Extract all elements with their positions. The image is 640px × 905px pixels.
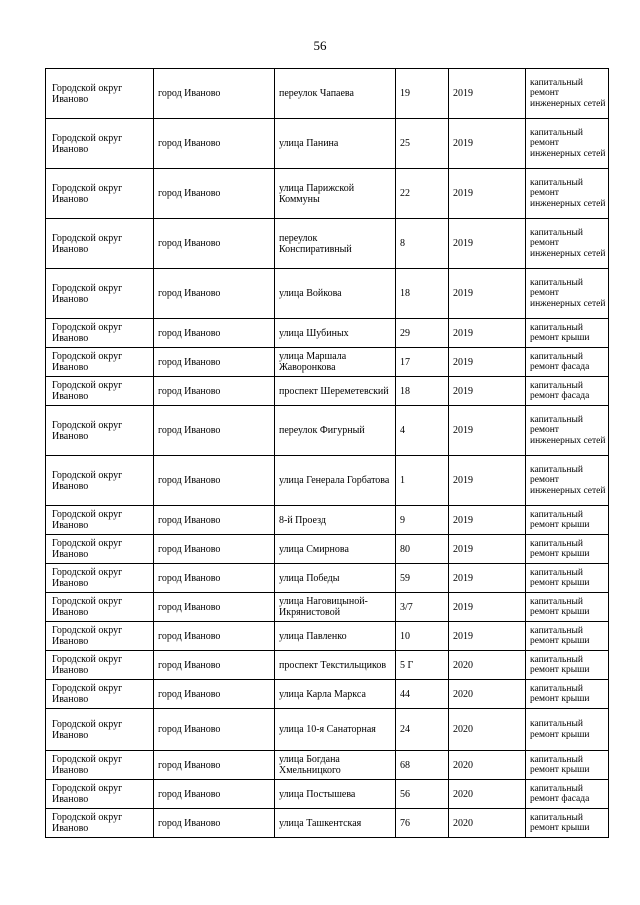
house-number-cell: 9 (396, 506, 449, 535)
work-type-cell: капитальный ремонт инженерных сетей (526, 69, 609, 119)
house-number-cell: 19 (396, 69, 449, 119)
street-cell: улица Маршала Жаворонкова (275, 348, 396, 377)
house-number-cell: 17 (396, 348, 449, 377)
municipality-cell: Городской округ Иваново (46, 219, 154, 269)
work-type-cell: капитальный ремонт крыши (526, 319, 609, 348)
table-row (46, 119, 609, 169)
work-type-cell: капитальный ремонт фасада (526, 348, 609, 377)
street-cell: улица Ташкентская (275, 809, 396, 838)
municipality-cell: Городской округ Иваново (46, 622, 154, 651)
municipality-cell: Городской округ Иваново (46, 809, 154, 838)
settlement-cell: город Иваново (154, 535, 275, 564)
year-cell: 2020 (449, 780, 526, 809)
work-type-cell: капитальный ремонт крыши (526, 622, 609, 651)
year-cell: 2020 (449, 680, 526, 709)
settlement-cell: город Иваново (154, 219, 275, 269)
street-cell: проспект Текстильщиков (275, 651, 396, 680)
work-type-cell: капитальный ремонт крыши (526, 751, 609, 780)
house-number-cell: 8 (396, 219, 449, 269)
year-cell: 2019 (449, 593, 526, 622)
table-row (46, 69, 609, 119)
municipality-cell: Городской округ Иваново (46, 269, 154, 319)
house-number-cell: 5 Г (396, 651, 449, 680)
municipality-cell: Городской округ Иваново (46, 680, 154, 709)
street-cell: 8-й Проезд (275, 506, 396, 535)
table-row (46, 535, 609, 564)
settlement-cell: город Иваново (154, 780, 275, 809)
house-number-cell: 44 (396, 680, 449, 709)
settlement-cell: город Иваново (154, 319, 275, 348)
street-cell: улица Постышева (275, 780, 396, 809)
year-cell: 2019 (449, 69, 526, 119)
settlement-cell: город Иваново (154, 680, 275, 709)
municipality-cell: Городской округ Иваново (46, 506, 154, 535)
municipality-cell: Городской округ Иваново (46, 651, 154, 680)
table-row (46, 651, 609, 680)
house-number-cell: 10 (396, 622, 449, 651)
table-row (46, 564, 609, 593)
house-number-cell: 59 (396, 564, 449, 593)
house-number-cell: 80 (396, 535, 449, 564)
street-cell: переулок Чапаева (275, 69, 396, 119)
municipality-cell: Городской округ Иваново (46, 564, 154, 593)
year-cell: 2019 (449, 269, 526, 319)
settlement-cell: город Иваново (154, 709, 275, 751)
year-cell: 2019 (449, 506, 526, 535)
work-type-cell: капитальный ремонт крыши (526, 651, 609, 680)
house-number-cell: 3/7 (396, 593, 449, 622)
street-cell: улица Павленко (275, 622, 396, 651)
municipality-cell: Городской округ Иваново (46, 169, 154, 219)
table-row (46, 319, 609, 348)
table-row (46, 348, 609, 377)
year-cell: 2019 (449, 622, 526, 651)
year-cell: 2019 (449, 119, 526, 169)
year-cell: 2019 (449, 377, 526, 406)
settlement-cell: город Иваново (154, 406, 275, 456)
year-cell: 2019 (449, 564, 526, 593)
table-row (46, 680, 609, 709)
municipality-cell: Городской округ Иваново (46, 593, 154, 622)
year-cell: 2019 (449, 319, 526, 348)
municipality-cell: Городской округ Иваново (46, 456, 154, 506)
house-number-cell: 68 (396, 751, 449, 780)
work-type-cell: капитальный ремонт крыши (526, 680, 609, 709)
settlement-cell: город Иваново (154, 809, 275, 838)
settlement-cell: город Иваново (154, 348, 275, 377)
table-row (46, 219, 609, 269)
street-cell: переулок Конспиративный (275, 219, 396, 269)
work-type-cell: капитальный ремонт инженерных сетей (526, 269, 609, 319)
municipality-cell: Городской округ Иваново (46, 751, 154, 780)
table-row (46, 169, 609, 219)
municipality-cell: Городской округ Иваново (46, 119, 154, 169)
street-cell: переулок Фигурный (275, 406, 396, 456)
work-type-cell: капитальный ремонт инженерных сетей (526, 169, 609, 219)
house-number-cell: 76 (396, 809, 449, 838)
street-cell: улица Генерала Горбатова (275, 456, 396, 506)
municipality-cell: Городской округ Иваново (46, 377, 154, 406)
table-row (46, 809, 609, 838)
house-number-cell: 22 (396, 169, 449, 219)
table-row (46, 622, 609, 651)
table-row (46, 506, 609, 535)
settlement-cell: город Иваново (154, 69, 275, 119)
municipality-cell: Городской округ Иваново (46, 319, 154, 348)
house-number-cell: 18 (396, 377, 449, 406)
table-row (46, 269, 609, 319)
settlement-cell: город Иваново (154, 119, 275, 169)
settlement-cell: город Иваново (154, 564, 275, 593)
house-number-cell: 56 (396, 780, 449, 809)
settlement-cell: город Иваново (154, 456, 275, 506)
year-cell: 2019 (449, 406, 526, 456)
year-cell: 2020 (449, 709, 526, 751)
table-row (46, 780, 609, 809)
year-cell: 2020 (449, 751, 526, 780)
work-type-cell: капитальный ремонт крыши (526, 593, 609, 622)
settlement-cell: город Иваново (154, 622, 275, 651)
house-number-cell: 25 (396, 119, 449, 169)
municipality-cell: Городской округ Иваново (46, 709, 154, 751)
street-cell: улица Смирнова (275, 535, 396, 564)
year-cell: 2019 (449, 348, 526, 377)
settlement-cell: город Иваново (154, 593, 275, 622)
year-cell: 2020 (449, 809, 526, 838)
work-type-cell: капитальный ремонт крыши (526, 809, 609, 838)
work-type-cell: капитальный ремонт крыши (526, 709, 609, 751)
municipality-cell: Городской округ Иваново (46, 406, 154, 456)
settlement-cell: город Иваново (154, 751, 275, 780)
street-cell: проспект Шереметевский (275, 377, 396, 406)
house-number-cell: 18 (396, 269, 449, 319)
work-type-cell: капитальный ремонт крыши (526, 564, 609, 593)
year-cell: 2019 (449, 169, 526, 219)
street-cell: улица Победы (275, 564, 396, 593)
table-row (46, 709, 609, 751)
street-cell: улица Карла Маркса (275, 680, 396, 709)
settlement-cell: город Иваново (154, 269, 275, 319)
work-type-cell: капитальный ремонт инженерных сетей (526, 456, 609, 506)
settlement-cell: город Иваново (154, 377, 275, 406)
work-type-cell: капитальный ремонт фасада (526, 780, 609, 809)
street-cell: улица Наговицыной-Икрянистовой (275, 593, 396, 622)
table-row (46, 593, 609, 622)
work-type-cell: капитальный ремонт крыши (526, 535, 609, 564)
table-row (46, 406, 609, 456)
work-type-cell: капитальный ремонт крыши (526, 506, 609, 535)
street-cell: улица Парижской Коммуны (275, 169, 396, 219)
table-row (46, 456, 609, 506)
work-type-cell: капитальный ремонт инженерных сетей (526, 119, 609, 169)
table-row (46, 377, 609, 406)
year-cell: 2020 (449, 651, 526, 680)
work-type-cell: капитальный ремонт инженерных сетей (526, 406, 609, 456)
repair-program-table (45, 68, 609, 838)
year-cell: 2019 (449, 219, 526, 269)
street-cell: улица Шубиных (275, 319, 396, 348)
house-number-cell: 1 (396, 456, 449, 506)
year-cell: 2019 (449, 535, 526, 564)
work-type-cell: капитальный ремонт фасада (526, 377, 609, 406)
settlement-cell: город Иваново (154, 651, 275, 680)
municipality-cell: Городской округ Иваново (46, 69, 154, 119)
municipality-cell: Городской округ Иваново (46, 780, 154, 809)
street-cell: улица Войкова (275, 269, 396, 319)
year-cell: 2019 (449, 456, 526, 506)
page-number: 56 (313, 38, 327, 53)
work-type-cell: капитальный ремонт инженерных сетей (526, 219, 609, 269)
house-number-cell: 24 (396, 709, 449, 751)
street-cell: улица Панина (275, 119, 396, 169)
settlement-cell: город Иваново (154, 506, 275, 535)
municipality-cell: Городской округ Иваново (46, 348, 154, 377)
street-cell: улица 10-я Санаторная (275, 709, 396, 751)
house-number-cell: 4 (396, 406, 449, 456)
settlement-cell: город Иваново (154, 169, 275, 219)
municipality-cell: Городской округ Иваново (46, 535, 154, 564)
table-row (46, 751, 609, 780)
street-cell: улица Богдана Хмельницкого (275, 751, 396, 780)
house-number-cell: 29 (396, 319, 449, 348)
